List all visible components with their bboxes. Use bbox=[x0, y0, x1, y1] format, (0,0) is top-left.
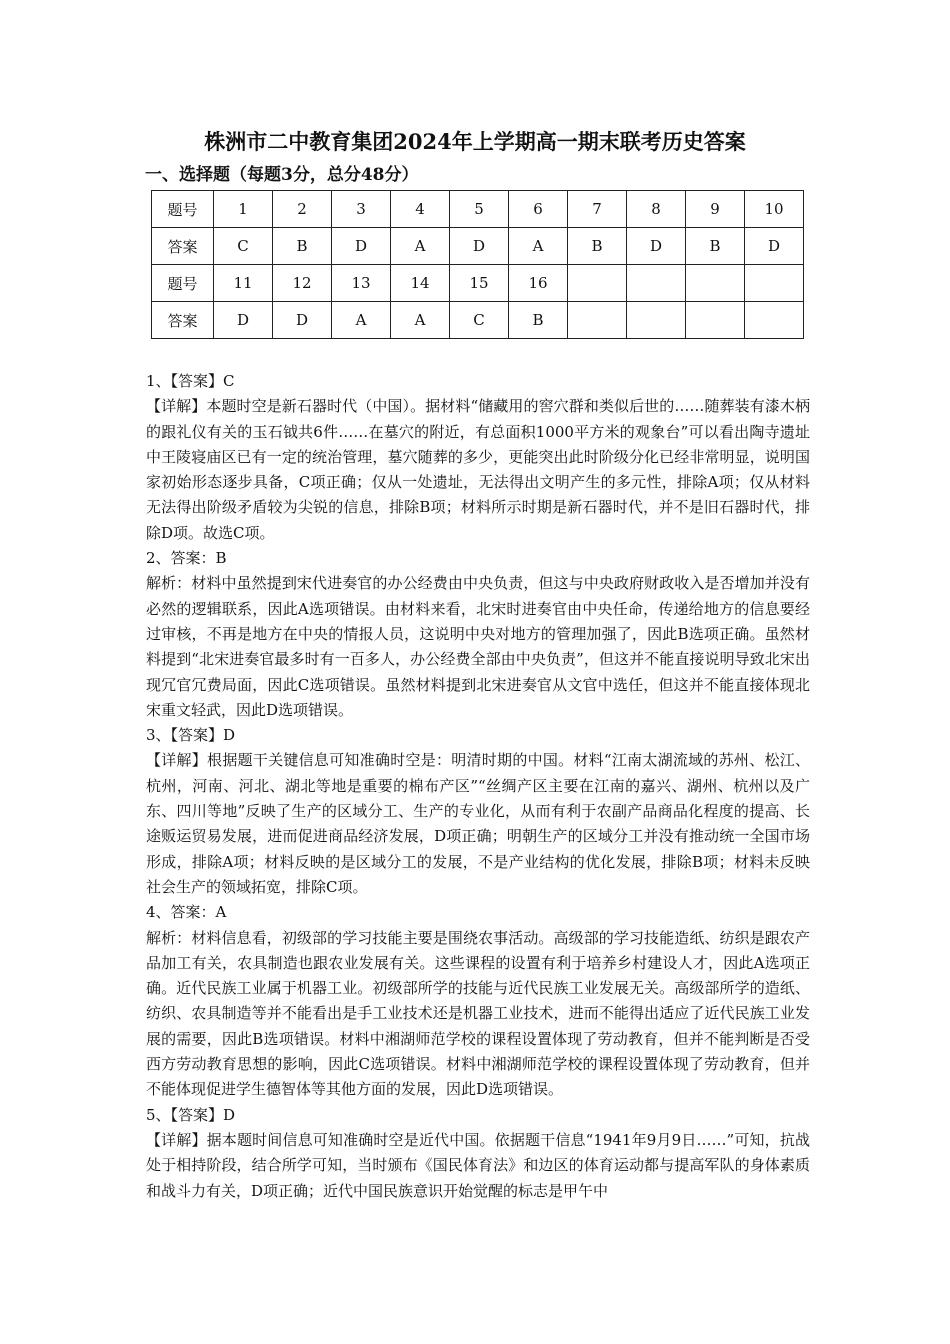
table-cell bbox=[745, 265, 804, 302]
document-title: 株洲市二中教育集团2024年上学期高一期末联考历史答案 bbox=[204, 129, 746, 154]
table-cell bbox=[745, 302, 804, 339]
table-cell: B bbox=[686, 228, 745, 265]
table-cell: D bbox=[627, 228, 686, 265]
section-heading: 一、选择题（每题3分，总分48分） bbox=[145, 165, 419, 185]
question-3-answer: 3、【答案】D bbox=[146, 726, 236, 745]
question-2-answer: 2、答案：B bbox=[146, 549, 227, 568]
table-cell: 13 bbox=[332, 265, 391, 302]
question-5-answer: 5、【答案】D bbox=[146, 1105, 236, 1124]
table-cell: 6 bbox=[509, 191, 568, 228]
table-cell bbox=[627, 302, 686, 339]
question-5-explanation: 【详解】据本题时间信息可知准确时空是近代中国。依据题干信息“1941年9月9日……”可知，抗战处于相持阶段，结合所学可知，当时颁布《国民体育法》和边区的体育运动都与提高军队的身体素质和战斗力有关，D项正确；近代中国民族意识开始觉醒的标志是甲午中 bbox=[146, 1130, 810, 1200]
question-1-explanation: 【详解】本题时空是新石器时代（中国）。据材料“储藏用的窖穴群和类似后世的……随葬装有漆木柄的跟礼仪有关的玉石钺共6件……在墓穴的附近，有总面积1000平方米的观象台”可以看出陶寺遗址中王陵寝庙区已有一定的统治管理，墓穴随葬的多少，更能突出此时阶级分化已经非常明显，说明国家初始形态逐步具备，C项正确；仅从一处遗址，无法得出文明产生的多元性，排除A项；仅从材料无法得出阶级矛盾较为尖锐的信息，排除B项；材料所示时期是新石器时代，并不是旧石器时代，排除D项。故选C项。 bbox=[146, 397, 810, 542]
table-cell: A bbox=[391, 302, 450, 339]
table-cell: D bbox=[332, 228, 391, 265]
table-cell: 12 bbox=[273, 265, 332, 302]
table-cell: B bbox=[568, 228, 627, 265]
table-cell: C bbox=[450, 302, 509, 339]
table-cell: 5 bbox=[450, 191, 509, 228]
table-cell: 10 bbox=[745, 191, 804, 228]
question-1-answer: 1、【答案】C bbox=[146, 372, 235, 390]
question-2-explanation: 解析：材料中虽然提到宋代进奏官的办公经费由中央负责，但这与中央政府财政收入是否增加并没有必然的逻辑联系，因此A选项错误。由材料来看，北宋时进奏官由中央任命，传递给地方的信息要经过审核，不再是地方在中央的情报人员，这说明中央对地方的管理加强了，因此B选项正确。虽然材料提到“北宋进奏官最多时有一百多人，办公经费全部由中央负责”，但这并不能直接说明导致北宋出现冗官冗费局面，因此C选项错误。虽然材料提到北宋进奏官从文官中选任，但这并不能直接体现北宋重文轻武，因此D选项错误。 bbox=[146, 574, 810, 719]
explanations bbox=[146, 369, 810, 1204]
question-4-explanation: 解析：材料信息看，初级部的学习技能主要是围绕农事活动。高级部的学习技能造纸、纺织是跟农产品加工有关，农具制造也跟农业发展有关。这些课程的设置有利于培养乡村建设人才，因此A选项正确。近代民族工业属于机器工业。初级部所学的技能与近代民族工业发展无关。高级部所学的造纸、纺织、农具制造等并不能看出是手工业技术还是机器工业技术，进而不能得出适应了近代民族工业发展的需要，因此B选项错误。材料中湘湖师范学校的课程设置体现了劳动教育，但并不能判断是否受西方劳动教育思想的影响，因此C选项错误。材料中湘湖师范学校的课程设置体现了劳动教育，但并不能体现促进学生德智体等其他方面的发展，因此D选项错误。 bbox=[146, 928, 810, 1099]
table-cell: 2 bbox=[273, 191, 332, 228]
table-cell: D bbox=[214, 302, 273, 339]
table-cell bbox=[568, 302, 627, 339]
table-cell bbox=[627, 265, 686, 302]
table-row bbox=[152, 265, 804, 302]
table-cell bbox=[568, 265, 627, 302]
table-cell: B bbox=[273, 228, 332, 265]
table-cell: C bbox=[214, 228, 273, 265]
table-cell: D bbox=[745, 228, 804, 265]
table-cell: 7 bbox=[568, 191, 627, 228]
question-3-explanation: 【详解】根据题干关键信息可知准确时空是：明清时期的中国。材料“江南太湖流域的苏州、松江、杭州，河南、河北、湖北等地是重要的棉布产区”“丝绸产区主要在江南的嘉兴、湖州、杭州以及广东、四川等地”反映了生产的区域分工、生产的专业化，从而有利于农副产品商品化程度的提高、长途贩运贸易发展，进而促进商品经济发展，D项正确；明朝生产的区域分工并没有推动统一全国市场形成，排除A项；材料反映的是区域分工的发展，不是产业结构的优化发展，排除B项；材料未反映社会生产的领域拓宽，排除C项。 bbox=[146, 751, 810, 896]
table-cell: 3 bbox=[332, 191, 391, 228]
table-cell: 1 bbox=[214, 191, 273, 228]
table-cell: 16 bbox=[509, 265, 568, 302]
row-label: 答案 bbox=[152, 302, 214, 339]
table-row bbox=[152, 228, 804, 265]
table-cell: 8 bbox=[627, 191, 686, 228]
table-cell: A bbox=[332, 302, 391, 339]
table-row bbox=[152, 191, 804, 228]
table-cell bbox=[686, 302, 745, 339]
table-cell: B bbox=[509, 302, 568, 339]
table-cell: 15 bbox=[450, 265, 509, 302]
answer-table bbox=[151, 190, 804, 339]
table-cell: 14 bbox=[391, 265, 450, 302]
table-cell: A bbox=[509, 228, 568, 265]
table-cell: D bbox=[450, 228, 509, 265]
table-cell: D bbox=[273, 302, 332, 339]
row-label: 题号 bbox=[152, 265, 214, 302]
table-cell: 11 bbox=[214, 265, 273, 302]
question-4-answer: 4、答案：A bbox=[146, 903, 227, 922]
table-cell: 4 bbox=[391, 191, 450, 228]
table-cell: 9 bbox=[686, 191, 745, 228]
table-cell: A bbox=[391, 228, 450, 265]
row-label: 答案 bbox=[152, 228, 214, 265]
table-row bbox=[152, 302, 804, 339]
table-cell bbox=[686, 265, 745, 302]
row-label: 题号 bbox=[152, 191, 214, 228]
